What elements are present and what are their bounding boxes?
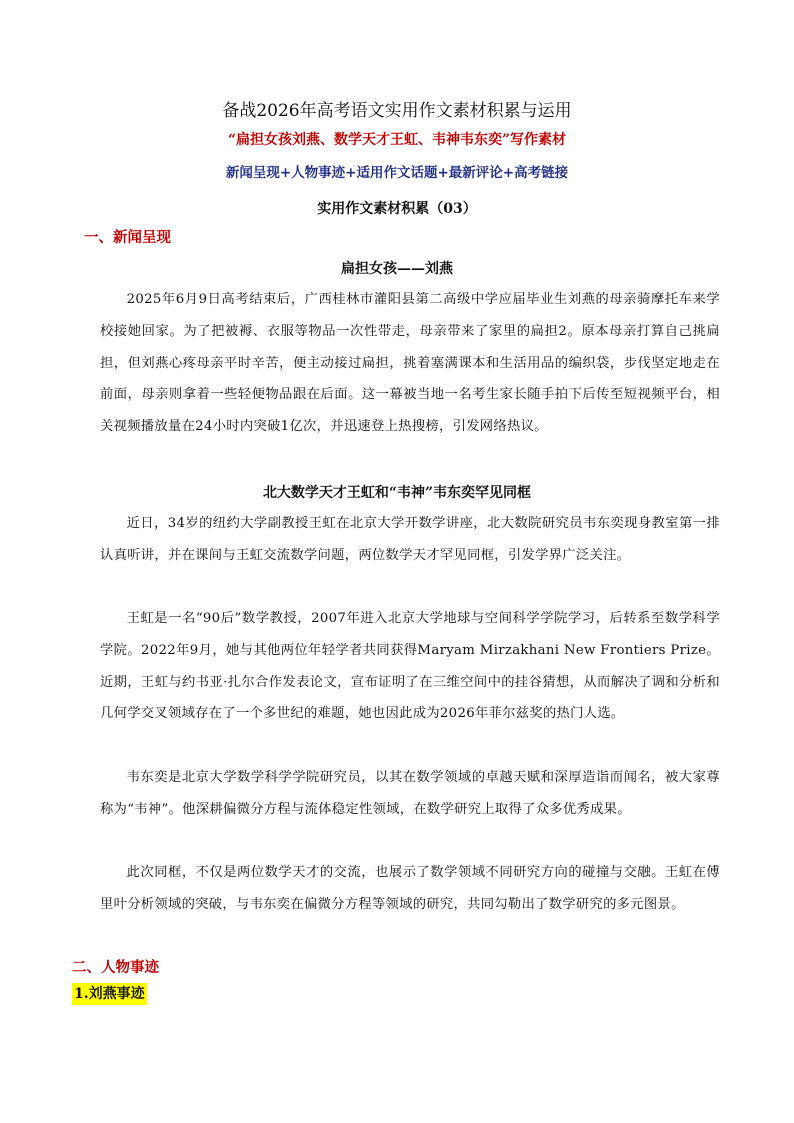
section-heading-deeds: 二、人物事迹 <box>72 959 159 976</box>
news-paragraph: 近日，34岁的纽约大学副教授王虹在北京大学开数学讲座，北大数院研究员韦东奕现身教室第一排认真听讲，并在课间与王虹交流数学问题，两位数学天才罕见同框，引发学界广泛关注。 <box>100 516 720 563</box>
news-paragraph: 王虹是一名“90后”数学教授，2007年进入北京大学地球与空间科学学院学习，后转系至数学科学学院。2022年9月，她与其他两位年轻学者共同获得Maryam Mirzakhani New Frontiers Prize。近期，王虹与约书亚·扎尔合作发表论文，宣布证明了在三维空间中的挂谷猜想，从而解决了调和分析和几何学交叉领域存在了一个多世纪的难题，她也因此成为2026年菲尔兹奖的热门人选。 <box>100 611 720 722</box>
news-title-liuyan: 扁担女孩——刘燕 <box>341 261 453 277</box>
news-title-wanghong: 北大数学天才王虹和“韦神”韦东奕罕见同框 <box>262 485 532 501</box>
news-paragraph: 韦东奕是北京大学数学科学学院研究员，以其在数学领域的卓越天赋和深厚造诣而闻名，被大家尊称为“韦神”。他深耕偏微分方程与流体稳定性领域，在数学研究上取得了众多优秀成果。 <box>100 770 720 817</box>
section-heading-news: 一、新闻呈现 <box>84 229 171 246</box>
series-title: 实用作文素材积累（03） <box>317 201 477 217</box>
document-title: 备战2026年高考语文实用作文素材积累与运用 <box>222 101 572 121</box>
content-outline: 新闻呈现+人物事迹+适用作文话题+最新评论+高考链接 <box>225 165 569 181</box>
news-paragraph: 此次同框，不仅是两位数学天才的交流，也展示了数学领域不同研究方向的碰撞与交融。王虹在傅里叶分析领域的突破，与韦东奕在偏微分方程等领域的研究，共同勾勒出了数学研究的多元图景。 <box>100 865 720 912</box>
document-subtitle: “扁担女孩刘燕、数学天才王虹、韦神韦东奕”写作素材 <box>227 132 567 148</box>
news-paragraph: 2025年6月9日高考结束后，广西桂林市灌阳县第二高级中学应届毕业生刘燕的母亲骑摩托车来学校接她回家。为了把被褥、衣服等物品一次性带走，母亲带来了家里的扁担2。原本母亲打算自己挑扁担，但刘燕心疼母亲平时辛苦，便主动接过扁担，挑着塞满课本和生活用品的编织袋，步伐坚定地走在前面，母亲则拿着一些轻便物品跟在后面。这一幕被当地一名考生家长随手拍下后传至短视频平台，相关视频播放量在24小时内突破1亿次，并迅速登上热搜榜，引发网络热议。 <box>100 292 720 435</box>
subsection-heading: 1.刘燕事迹 <box>72 983 147 1005</box>
